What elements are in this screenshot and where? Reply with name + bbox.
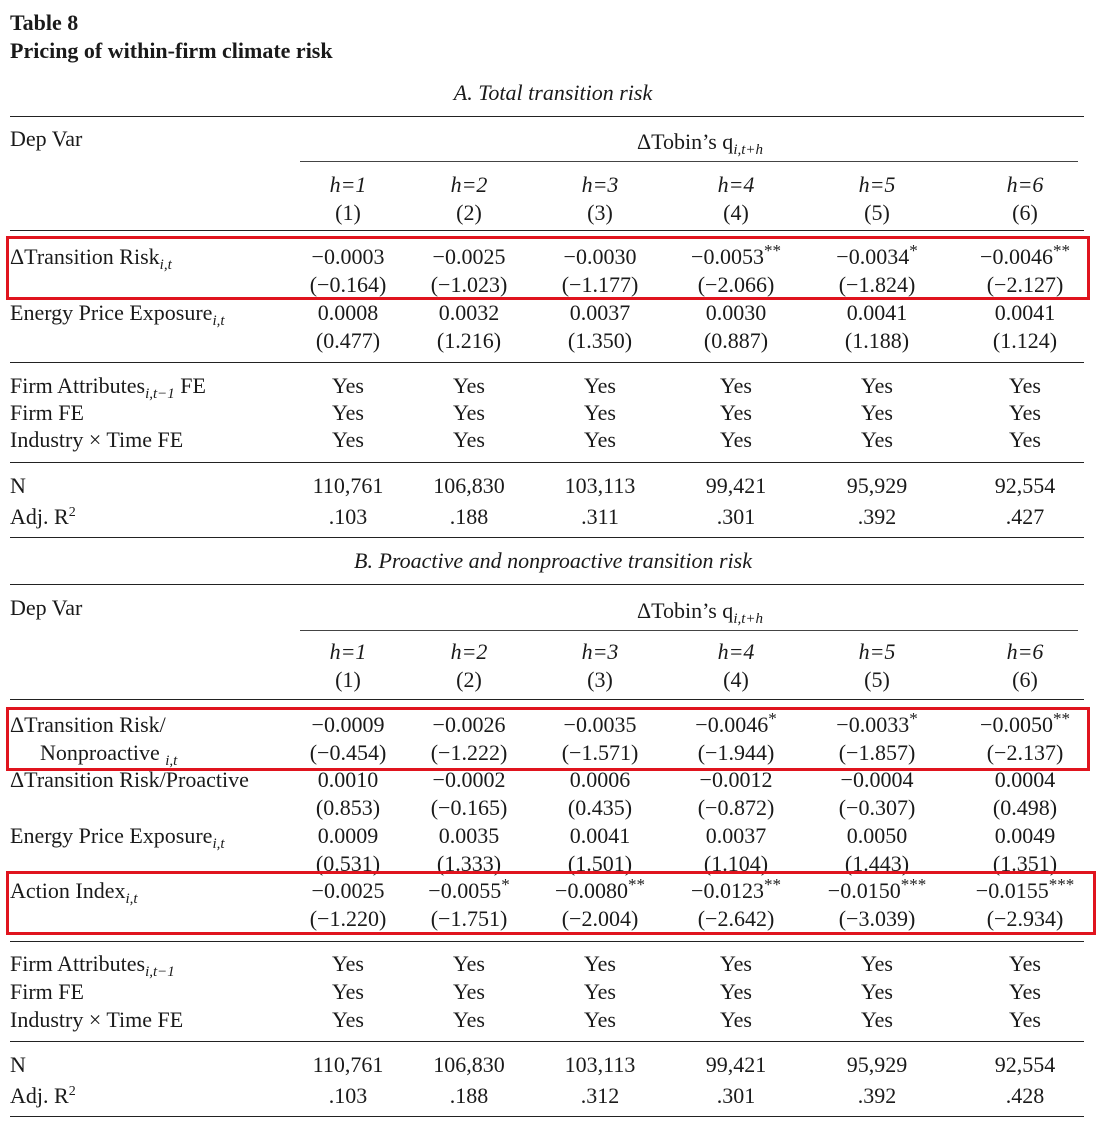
tstat-cell: (0.477) [315, 328, 381, 353]
fe-cell: Yes [452, 1007, 485, 1032]
rule-n-a [10, 462, 1084, 463]
tstat-cell: (0.887) [703, 328, 769, 353]
fe-cell: Yes [1008, 427, 1041, 452]
tstat-row-proactive [0, 794, 1106, 822]
rule-sub-b [300, 630, 1078, 631]
col-num: (6) [1012, 200, 1038, 225]
fe-cell: Yes [860, 951, 893, 976]
coef-cell: −0.0035 [563, 712, 637, 737]
coef-cell: −0.0002 [432, 767, 506, 792]
coef-cell: 0.0050 [846, 823, 908, 848]
r2-cell: .103 [328, 504, 368, 529]
coef-cell: −0.0026 [432, 712, 506, 737]
fe-row-firm [0, 978, 1106, 1006]
coef-row-energy-price [0, 822, 1106, 850]
rule-mid-b [10, 699, 1084, 700]
rule-bottom-a [10, 537, 1084, 538]
rule-fe-b [10, 941, 1084, 942]
tstat-cell: (1.350) [567, 328, 633, 353]
coef-cell: −0.0009 [311, 712, 385, 737]
fe-cell: Yes [860, 1007, 893, 1032]
col-num: (2) [456, 667, 482, 692]
tstat-cell: (0.531) [315, 851, 381, 876]
coef-cell: 0.0030 [705, 300, 767, 325]
fe-cell: Yes [719, 400, 752, 425]
coef-cell: −0.0033* [836, 709, 918, 737]
row-label: N [10, 1052, 26, 1077]
fe-cell: Yes [331, 373, 364, 398]
tstat-cell: (−0.454) [309, 740, 387, 765]
fe-cell: Yes [452, 979, 485, 1004]
horizon: h=6 [1006, 639, 1044, 664]
tstat-cell: (−1.571) [561, 740, 639, 765]
table-number: Table 8 [10, 10, 79, 35]
coef-cell: 0.0037 [705, 823, 767, 848]
coef-cell: 0.0006 [569, 767, 631, 792]
r2-row-a [0, 503, 1106, 531]
fe-row-firm-attributes [0, 372, 1106, 400]
panel-b-horizon-row [0, 638, 1106, 666]
fe-cell: Yes [331, 979, 364, 1004]
coef-cell: −0.0123** [691, 875, 781, 903]
col-num: (5) [864, 200, 890, 225]
col-num: (1) [335, 200, 361, 225]
n-cell: 103,113 [564, 473, 636, 498]
rule-n-b [10, 1041, 1084, 1042]
row-label: Adj. $R^2$ [10, 504, 76, 529]
fe-cell: Yes [860, 979, 893, 1004]
col-num: (2) [456, 200, 482, 225]
fe-cell: Yes [719, 979, 752, 1004]
tstat-cell: (−3.039) [838, 906, 916, 931]
tstat-cell: (1.104) [703, 851, 769, 876]
row-label: Action Index$_{i,t}$ [10, 878, 138, 907]
row-label: Industry × Time FE [10, 1007, 184, 1032]
fe-cell: Yes [719, 1007, 752, 1032]
highlight-box-nonproactive [6, 707, 1090, 771]
r2-cell: .312 [580, 1083, 620, 1108]
row-label: Energy Price Exposure$_{i,t}$ [10, 823, 225, 852]
r2-row-b [0, 1082, 1106, 1110]
fe-row-industry-time [0, 426, 1106, 454]
coef-cell: −0.0050** [980, 709, 1070, 737]
coef-cell: −0.0025 [432, 244, 506, 269]
fe-cell: Yes [331, 951, 364, 976]
coef-cell: −0.0053** [691, 241, 781, 269]
horizon: h=4 [717, 639, 755, 664]
horizon: h=5 [858, 639, 896, 664]
coef-cell: 0.0032 [438, 300, 500, 325]
fe-cell: Yes [1008, 979, 1041, 1004]
fe-cell: Yes [583, 951, 616, 976]
row-label: ΔTransition Risk/Proactive [10, 767, 249, 792]
horizon: h=3 [581, 172, 619, 197]
tstat-cell: (−0.872) [697, 795, 775, 820]
fe-cell: Yes [452, 951, 485, 976]
coef-cell: −0.0034* [836, 241, 918, 269]
table-caption: Pricing of within-firm climate risk [10, 38, 333, 63]
panel-b-title: B. Proactive and nonproactive transition risk [354, 548, 752, 573]
n-cell: 110,761 [312, 473, 384, 498]
r2-cell: .427 [1005, 504, 1045, 529]
n-row-a [0, 472, 1106, 500]
coef-cell: 0.0049 [994, 823, 1056, 848]
tstat-row-energy-price [0, 327, 1106, 355]
coef-cell: 0.0037 [569, 300, 631, 325]
coef-cell: −0.0003 [311, 244, 385, 269]
n-cell: 95,929 [846, 473, 908, 498]
depvar-label: Dep Var [10, 595, 83, 620]
tstat-cell: (1.501) [567, 851, 633, 876]
coef-cell: −0.0025 [311, 878, 385, 903]
tstat-cell: (1.443) [844, 851, 910, 876]
horizon: h=1 [329, 639, 367, 664]
rule-sub-a [300, 161, 1078, 162]
tstat-cell: (−1.222) [430, 740, 508, 765]
n-cell: 106,830 [433, 1052, 505, 1077]
n-cell: 92,554 [994, 1052, 1056, 1077]
fe-row-firm [0, 399, 1106, 427]
fe-cell: Yes [583, 427, 616, 452]
panel-a-title: A. Total transition risk [453, 80, 653, 105]
horizon: h=1 [329, 172, 367, 197]
horizon: h=3 [581, 639, 619, 664]
fe-cell: Yes [1008, 373, 1041, 398]
panel-a-horizon-row [0, 171, 1106, 199]
fe-cell: Yes [331, 1007, 364, 1032]
depvar-label: Dep Var [10, 126, 83, 151]
row-label: Firm Attributes$_{i,t-1}$ FE [10, 373, 206, 402]
r2-cell: .103 [328, 1083, 368, 1108]
coef-cell: −0.0004 [840, 767, 914, 792]
row-label: N [10, 473, 26, 498]
rule-fe-a [10, 362, 1084, 363]
tstat-cell: (−1.177) [561, 272, 639, 297]
row-label: Energy Price Exposure$_{i,t}$ [10, 300, 225, 329]
fe-cell: Yes [452, 400, 485, 425]
rule-top-a [10, 116, 1084, 117]
panel-b-colnum-row [0, 666, 1106, 694]
row-label: ΔTransition Risk/ [10, 712, 166, 737]
fe-cell: Yes [860, 373, 893, 398]
fe-cell: Yes [331, 427, 364, 452]
fe-cell: Yes [719, 427, 752, 452]
coef-cell: −0.0046** [980, 241, 1070, 269]
n-cell: 92,554 [994, 473, 1056, 498]
tstat-cell: (−1.751) [430, 906, 508, 931]
row-label: Firm FE [10, 400, 84, 425]
col-num: (4) [723, 200, 749, 225]
coef-cell: −0.0150*** [827, 875, 927, 903]
panel-a-depvar: ΔTobin’s $q_{i,t+h}$ [636, 129, 764, 158]
coef-cell: −0.0080** [555, 875, 645, 903]
horizon: h=5 [858, 172, 896, 197]
fe-cell: Yes [331, 400, 364, 425]
horizon: h=4 [717, 172, 755, 197]
fe-cell: Yes [1008, 951, 1041, 976]
highlight-box-transition-risk [6, 236, 1090, 300]
n-cell: 95,929 [846, 1052, 908, 1077]
r2-cell: .301 [716, 1083, 756, 1108]
fe-cell: Yes [583, 373, 616, 398]
col-num: (1) [335, 667, 361, 692]
coef-cell: 0.0041 [846, 300, 908, 325]
r2-cell: .392 [857, 504, 897, 529]
row-label: Adj. $R^2$ [10, 1083, 76, 1108]
r2-cell: .311 [581, 504, 619, 529]
row-label: Industry × Time FE [10, 427, 184, 452]
coef-cell: −0.0055* [428, 875, 510, 903]
r2-cell: .188 [449, 504, 489, 529]
tstat-cell: (−1.824) [838, 272, 916, 297]
col-num: (4) [723, 667, 749, 692]
coef-cell: −0.0155*** [975, 875, 1075, 903]
n-cell: 103,113 [564, 1052, 636, 1077]
coef-cell: 0.0008 [317, 300, 379, 325]
rule-mid-a [10, 230, 1084, 231]
fe-cell: Yes [719, 951, 752, 976]
coef-cell: 0.0041 [994, 300, 1056, 325]
col-num: (5) [864, 667, 890, 692]
fe-cell: Yes [1008, 1007, 1041, 1032]
tstat-cell: (1.216) [436, 328, 502, 353]
col-num: (3) [587, 667, 613, 692]
coef-cell: −0.0046* [695, 709, 777, 737]
tstat-cell: (1.333) [436, 851, 502, 876]
fe-cell: Yes [452, 427, 485, 452]
fe-cell: Yes [860, 400, 893, 425]
highlight-box-action-index [6, 871, 1096, 935]
coef-cell: −0.0030 [563, 244, 637, 269]
n-cell: 106,830 [433, 473, 505, 498]
tstat-cell: (−2.137) [986, 740, 1064, 765]
tstat-cell: (−2.127) [986, 272, 1064, 297]
fe-cell: Yes [583, 400, 616, 425]
horizon: h=6 [1006, 172, 1044, 197]
coef-cell: 0.0010 [317, 767, 379, 792]
r2-cell: .301 [716, 504, 756, 529]
fe-cell: Yes [583, 979, 616, 1004]
tstat-cell: (1.188) [844, 328, 910, 353]
horizon: h=2 [450, 639, 488, 664]
tstat-cell: (−1.857) [838, 740, 916, 765]
horizon: h=2 [450, 172, 488, 197]
tstat-cell: (−0.165) [430, 795, 508, 820]
fe-cell: Yes [452, 373, 485, 398]
coef-cell: 0.0009 [317, 823, 379, 848]
n-cell: 99,421 [705, 1052, 767, 1077]
row-label: Firm FE [10, 979, 84, 1004]
tstat-cell: (−0.164) [309, 272, 387, 297]
tstat-cell: (−2.004) [561, 906, 639, 931]
panel-b-depvar: ΔTobin’s $q_{i,t+h}$ [636, 598, 764, 627]
tstat-cell: (1.124) [992, 328, 1058, 353]
r2-cell: .188 [449, 1083, 489, 1108]
tstat-cell: (0.853) [315, 795, 381, 820]
rule-bottom-b [10, 1116, 1084, 1117]
fe-cell: Yes [583, 1007, 616, 1032]
n-row-b [0, 1051, 1106, 1079]
fe-cell: Yes [719, 373, 752, 398]
tstat-cell: (−2.934) [986, 906, 1064, 931]
panel-a-colnum-row [0, 199, 1106, 227]
coef-cell: 0.0035 [438, 823, 500, 848]
row-label: ΔTransition Risk$_{i,t}$ [10, 244, 172, 273]
coef-row-energy-price [0, 299, 1106, 327]
tstat-cell: (0.498) [992, 795, 1058, 820]
tstat-cell: (0.435) [567, 795, 633, 820]
fe-row-industry-time [0, 1006, 1106, 1034]
r2-cell: .392 [857, 1083, 897, 1108]
fe-cell: Yes [860, 427, 893, 452]
coef-cell: 0.0041 [569, 823, 631, 848]
rule-top-b [10, 584, 1084, 585]
tstat-cell: (−0.307) [838, 795, 916, 820]
fe-row-firm-attributes [0, 950, 1106, 978]
row-label-cont: Nonproactive $_{i,t}$ [40, 740, 178, 769]
tstat-cell: (−1.220) [309, 906, 387, 931]
tstat-cell: (1.351) [992, 851, 1058, 876]
col-num: (6) [1012, 667, 1038, 692]
tstat-cell: (−2.642) [697, 906, 775, 931]
tstat-cell: (−1.944) [697, 740, 775, 765]
col-num: (3) [587, 200, 613, 225]
row-label: Firm Attributes$_{i,t-1}$ [10, 951, 175, 980]
n-cell: 99,421 [705, 473, 767, 498]
coef-cell: 0.0004 [994, 767, 1056, 792]
n-cell: 110,761 [312, 1052, 384, 1077]
coef-cell: −0.0012 [699, 767, 773, 792]
fe-cell: Yes [1008, 400, 1041, 425]
r2-cell: .428 [1005, 1083, 1045, 1108]
tstat-cell: (−2.066) [697, 272, 775, 297]
tstat-cell: (−1.023) [430, 272, 508, 297]
